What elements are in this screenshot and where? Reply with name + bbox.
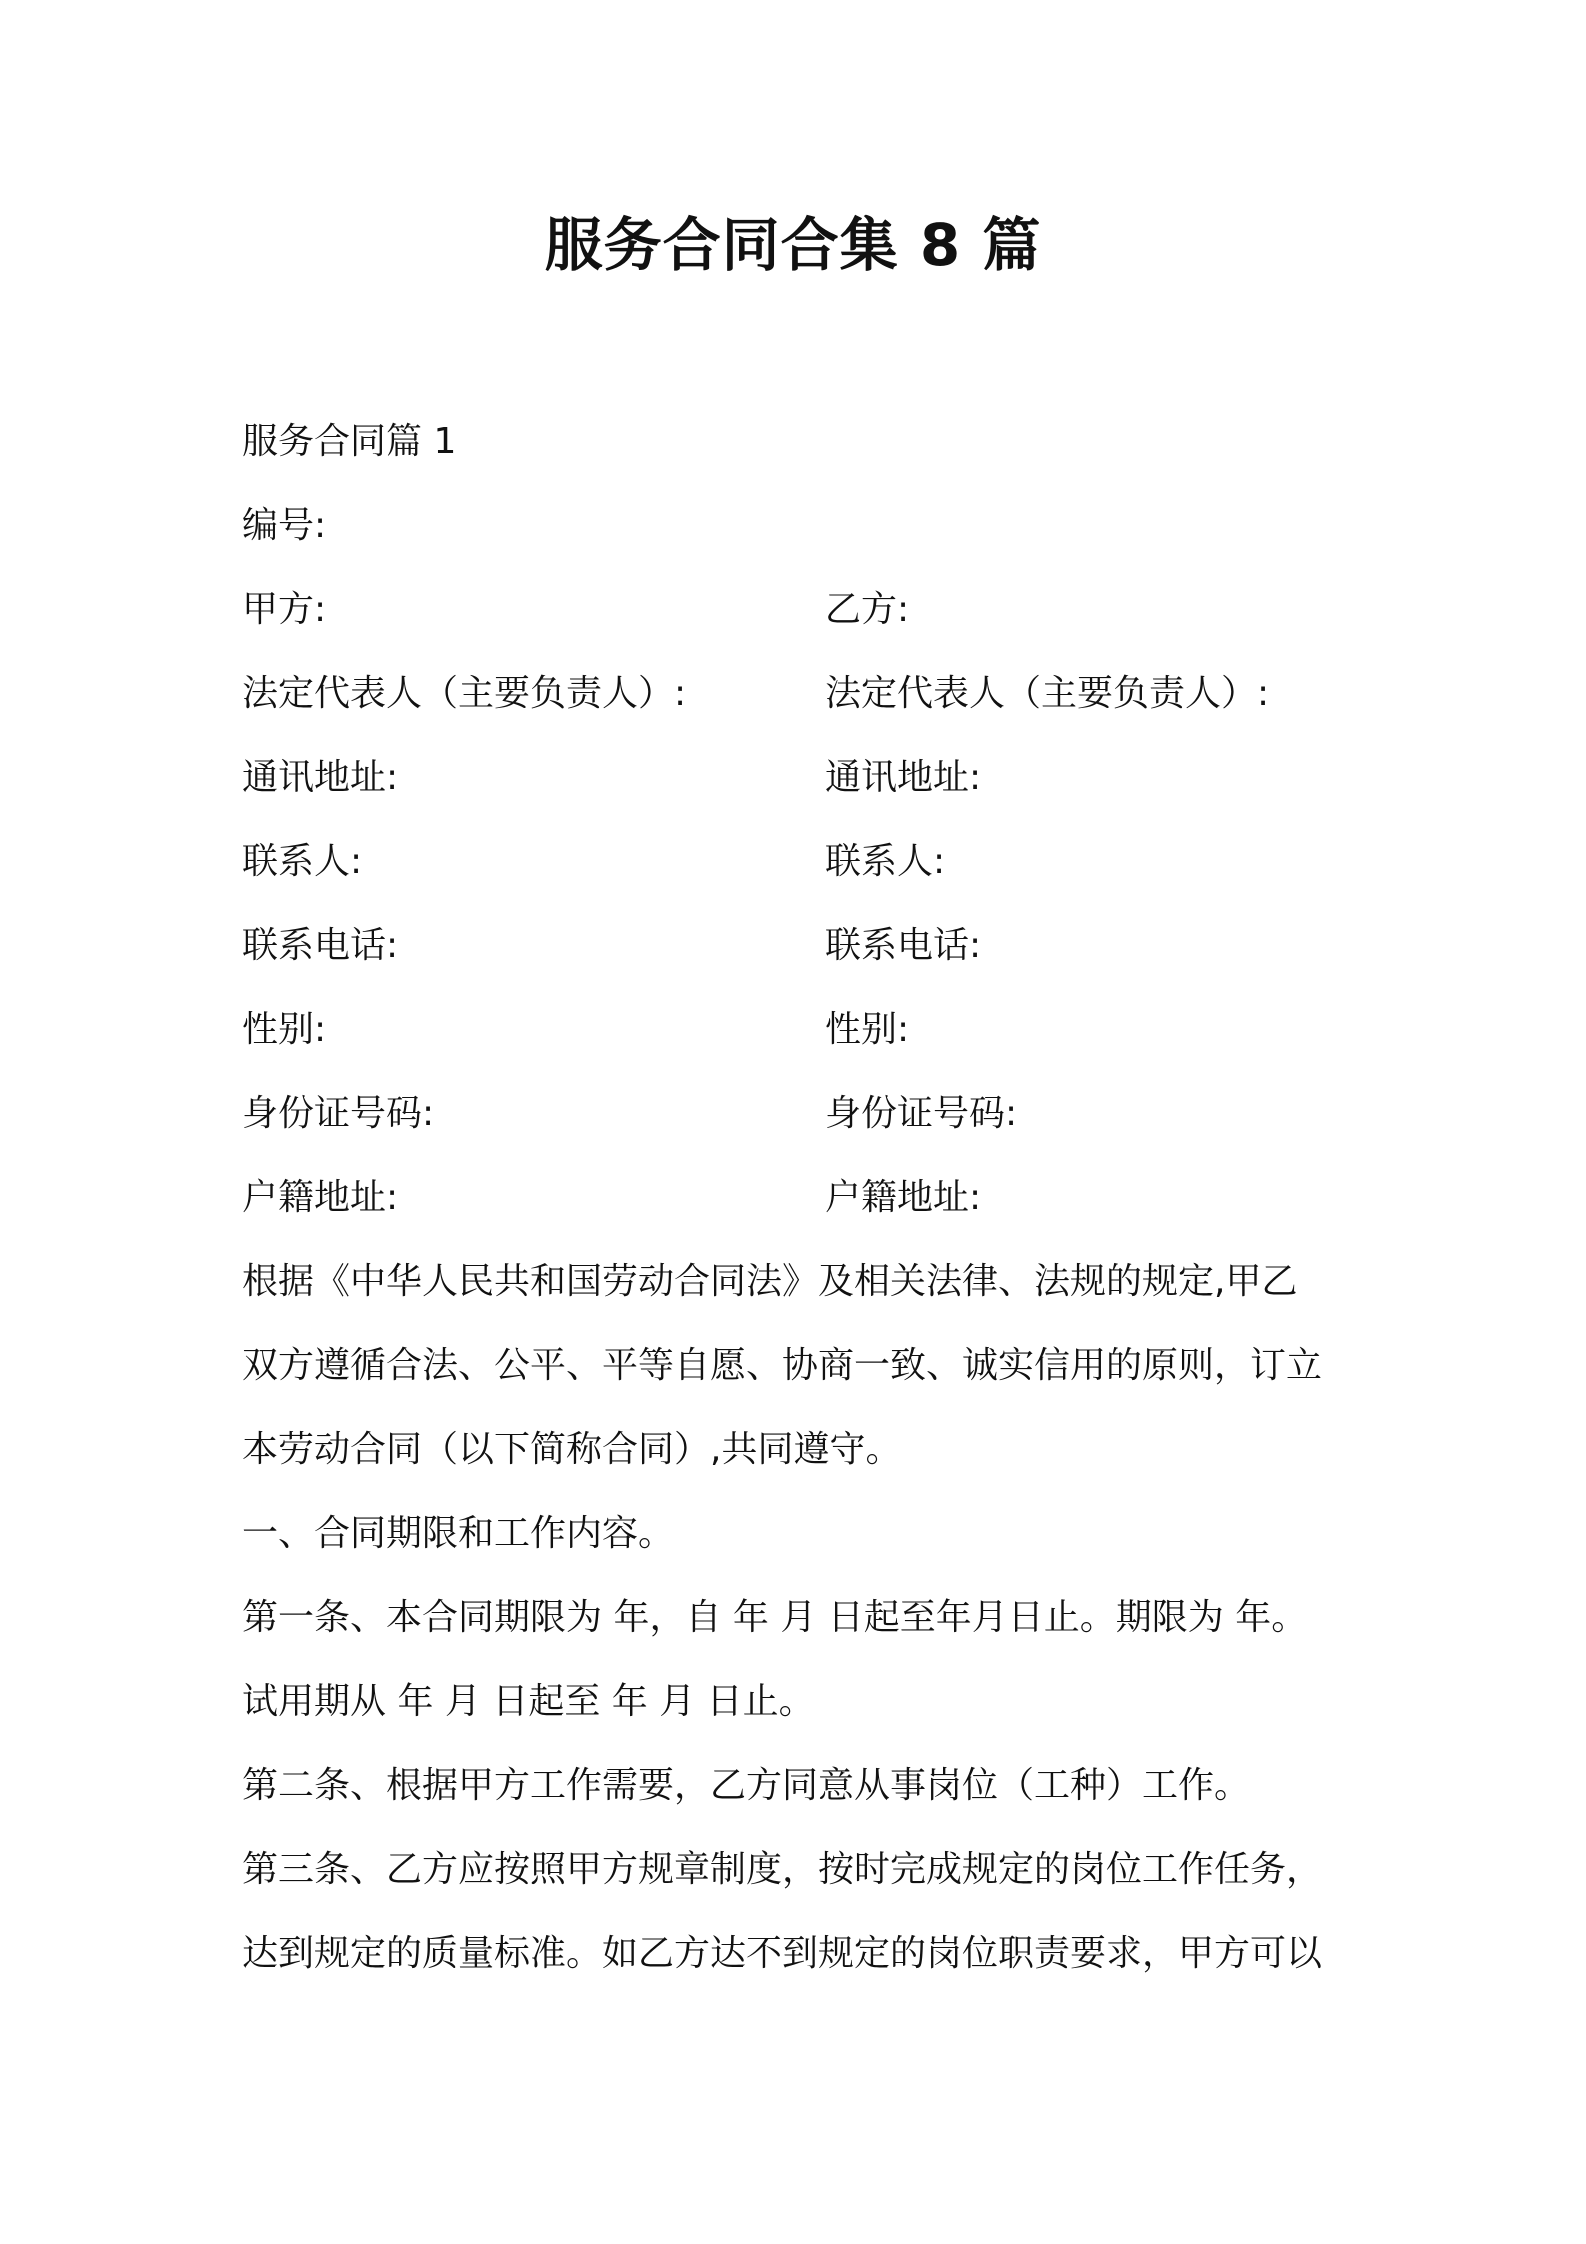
document-body (242, 400, 1382, 1996)
party-a-phone-label: 联系电话: (242, 925, 399, 966)
body-text-line: 本劳动合同（以下简称合同）,共同遵守。 (242, 1429, 902, 1470)
party-b-household-address-label: 户籍地址: (825, 1177, 982, 1218)
party-a-label: 甲方: (242, 589, 327, 630)
chapter-heading: 一、合同期限和工作内容。 (242, 1513, 675, 1554)
party-row (242, 1156, 1382, 1240)
contract-number-label: 编号: (242, 505, 327, 546)
party-row (242, 988, 1382, 1072)
party-b-gender-label: 性别: (825, 1009, 910, 1050)
party-row (242, 652, 1382, 736)
article-1-line: 试用期从 年 月 日起至 年 月 日止。 (242, 1681, 815, 1722)
party-row (242, 1072, 1382, 1156)
party-a-household-address-label: 户籍地址: (242, 1177, 399, 1218)
party-b-id-number-label: 身份证号码: (825, 1093, 1018, 1134)
party-a-contact-label: 联系人: (242, 841, 363, 882)
article-3-line: 第三条、乙方应按照甲方规章制度，按时完成规定的岗位工作任务， (242, 1849, 1323, 1890)
party-a-id-number-label: 身份证号码: (242, 1093, 435, 1134)
body-text-line: 双方遵循合法、公平、平等自愿、协商一致、诚实信用的原则，订立 (242, 1345, 1323, 1386)
article-3-line: 达到规定的质量标准。如乙方达不到规定的岗位职责要求，甲方可以 (242, 1933, 1323, 1974)
party-b-address-label: 通讯地址: (825, 757, 982, 798)
party-row (242, 820, 1382, 904)
party-a-address-label: 通讯地址: (242, 757, 399, 798)
party-b-label: 乙方: (825, 589, 910, 630)
party-a-gender-label: 性别: (242, 1009, 327, 1050)
section-heading: 服务合同篇 1 (242, 421, 457, 462)
article-1-line: 第一条、本合同期限为 年，自 年 月 日起至年月日止。期限为 年。 (242, 1597, 1308, 1638)
page-title: 服务合同合集 8 篇 (544, 211, 1042, 279)
party-row (242, 736, 1382, 820)
party-b-contact-label: 联系人: (825, 841, 946, 882)
party-row (242, 904, 1382, 988)
party-b-phone-label: 联系电话: (825, 925, 982, 966)
article-2-line: 第二条、根据甲方工作需要，乙方同意从事岗位（工种）工作。 (242, 1765, 1251, 1806)
party-b-legal-rep-label: 法定代表人（主要负责人）: (825, 673, 1270, 714)
party-row (242, 568, 1382, 652)
body-text-line: 根据《中华人民共和国劳动合同法》及相关法律、法规的规定,甲乙 (242, 1261, 1298, 1302)
party-a-legal-rep-label: 法定代表人（主要负责人）: (242, 673, 687, 714)
